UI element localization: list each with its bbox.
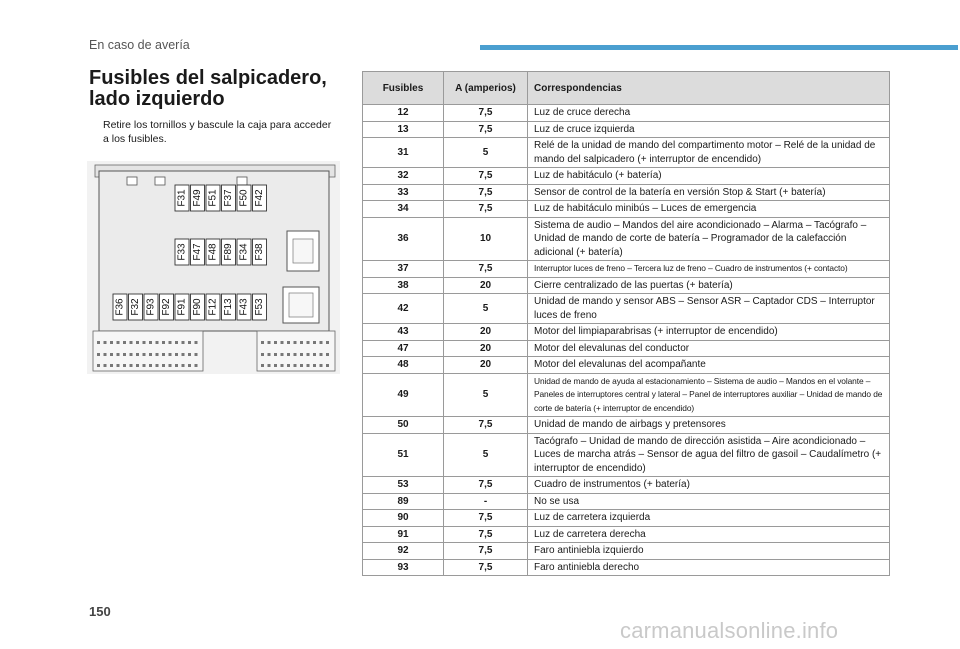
fuse-number: 33 bbox=[363, 184, 444, 201]
connector-pin bbox=[110, 341, 113, 344]
connector-pin bbox=[123, 341, 126, 344]
table-row bbox=[363, 357, 890, 374]
connector-pin bbox=[287, 364, 290, 367]
fuse-number: 12 bbox=[363, 105, 444, 122]
fuse-number: 36 bbox=[363, 217, 444, 261]
fuse-description: Sensor de control de la batería en versión Stop & Start (+ batería) bbox=[528, 184, 890, 201]
fuse-number: 42 bbox=[363, 294, 444, 324]
connector-pin bbox=[313, 353, 316, 356]
connector-pin bbox=[326, 353, 329, 356]
connector-pin bbox=[261, 341, 264, 344]
fuse-amperage: 20 bbox=[444, 357, 528, 374]
fuse-label: F50 bbox=[238, 189, 250, 207]
fuse-description: No se usa bbox=[528, 493, 890, 510]
fuse-description: Unidad de mando de ayuda al estacionamiento – Sistema de audio – Mandos en el volante – Paneles de interruptores central y lateral – Panel de interruptores auxiliar – Unidad de mando de corte de batería (+ interruptor de encendido) bbox=[528, 373, 890, 417]
connector-pin bbox=[169, 353, 172, 356]
fuse-description: Faro antiniebla derecho bbox=[528, 559, 890, 576]
fuse-number: 38 bbox=[363, 277, 444, 294]
fuse-description: Cuadro de instrumentos (+ batería) bbox=[528, 477, 890, 494]
connector-pin bbox=[149, 341, 152, 344]
connector-pin bbox=[294, 364, 297, 367]
fuse-description: Tacógrafo – Unidad de mando de dirección asistida – Aire acondicionado – Luces de marcha atrás – Sensor de agua del filtro de gasoil – Caudalímetro (+ interruptor de encendido) bbox=[528, 433, 890, 477]
fuse-number: 50 bbox=[363, 417, 444, 434]
fuse-description: Luz de carretera izquierda bbox=[528, 510, 890, 527]
table-row bbox=[363, 477, 890, 494]
fuse-description: Luz de cruce derecha bbox=[528, 105, 890, 122]
connector-pin bbox=[320, 341, 323, 344]
table-row bbox=[363, 294, 890, 324]
connector-pin bbox=[326, 341, 329, 344]
table-row bbox=[363, 324, 890, 341]
fuse-amperage: 7,5 bbox=[444, 105, 528, 122]
fusebox-diagram bbox=[87, 161, 340, 374]
table-row bbox=[363, 373, 890, 417]
page-number: 150 bbox=[89, 604, 111, 619]
connector-pin bbox=[188, 353, 191, 356]
fuse-amperage: 7,5 bbox=[444, 417, 528, 434]
connector-pin bbox=[188, 364, 191, 367]
connector-pin bbox=[97, 364, 100, 367]
connector-pin bbox=[281, 341, 284, 344]
fuse-label: F31 bbox=[176, 189, 188, 207]
connector-pin bbox=[320, 364, 323, 367]
connector-pin bbox=[294, 353, 297, 356]
connector-pin bbox=[136, 353, 139, 356]
connector-pin bbox=[104, 353, 107, 356]
header-accent-bar bbox=[480, 45, 958, 50]
connector-pin bbox=[320, 353, 323, 356]
fuse-amperage: 20 bbox=[444, 277, 528, 294]
connector-pin bbox=[136, 364, 139, 367]
fuse-amperage: 5 bbox=[444, 294, 528, 324]
header-fuses: Fusibles bbox=[363, 72, 444, 105]
fuse-description: Luz de carretera derecha bbox=[528, 526, 890, 543]
connector-pin bbox=[326, 364, 329, 367]
fuse-number: 13 bbox=[363, 121, 444, 138]
connector-pin bbox=[195, 364, 198, 367]
header-correspondences: Correspondencias bbox=[528, 72, 890, 105]
fuse-label: F90 bbox=[192, 298, 203, 316]
table-row bbox=[363, 184, 890, 201]
connector-pin bbox=[136, 341, 139, 344]
connector-pin bbox=[195, 353, 198, 356]
connector-pin bbox=[169, 341, 172, 344]
fuse-label: F53 bbox=[254, 298, 265, 316]
fuse-number: 51 bbox=[363, 433, 444, 477]
fuse-label: F49 bbox=[192, 189, 203, 207]
fuse-label: F38 bbox=[254, 243, 265, 261]
connector-pin bbox=[307, 353, 310, 356]
fuse-number: 49 bbox=[363, 373, 444, 417]
page-title: Fusibles del salpicadero, lado izquierdo bbox=[89, 67, 327, 110]
connector-pin bbox=[261, 364, 264, 367]
connector-pin bbox=[287, 341, 290, 344]
connector-pin bbox=[268, 353, 271, 356]
connector-pin bbox=[182, 353, 185, 356]
fuse-label: F33 bbox=[176, 243, 188, 261]
connector-pin bbox=[268, 364, 271, 367]
bullet-icon bbox=[89, 118, 103, 146]
connector-pin bbox=[281, 353, 284, 356]
connector-pin bbox=[104, 364, 107, 367]
connector-pin bbox=[162, 364, 165, 367]
connector-pin bbox=[307, 364, 310, 367]
fuse-number: 43 bbox=[363, 324, 444, 341]
connector-pin bbox=[287, 353, 290, 356]
fuse-number: 92 bbox=[363, 543, 444, 560]
table-row bbox=[363, 121, 890, 138]
connector-pin bbox=[175, 341, 178, 344]
table-row bbox=[363, 559, 890, 576]
table-row bbox=[363, 526, 890, 543]
fuse-label: F36 bbox=[114, 298, 126, 316]
fuse-label: F92 bbox=[161, 298, 172, 316]
fuse-amperage: 7,5 bbox=[444, 526, 528, 543]
connector-pin bbox=[175, 353, 178, 356]
connector-pin bbox=[261, 353, 264, 356]
connector-pin bbox=[274, 364, 277, 367]
fuse-amperage: 5 bbox=[444, 138, 528, 168]
connector-pin bbox=[130, 341, 133, 344]
fuse-amperage: 7,5 bbox=[444, 168, 528, 185]
connector-pin bbox=[281, 364, 284, 367]
header-amperes: A (amperios) bbox=[444, 72, 528, 105]
connector-pin bbox=[175, 364, 178, 367]
fuse-amperage: 5 bbox=[444, 373, 528, 417]
fuse-description: Luz de habitáculo (+ batería) bbox=[528, 168, 890, 185]
fuse-amperage: 7,5 bbox=[444, 201, 528, 218]
connector-pin bbox=[143, 341, 146, 344]
fuse-label: F32 bbox=[130, 298, 141, 316]
table-header-row bbox=[363, 72, 890, 105]
fuse-description: Motor del elevalunas del acompañante bbox=[528, 357, 890, 374]
fuse-amperage: 7,5 bbox=[444, 477, 528, 494]
connector-pin bbox=[182, 341, 185, 344]
connector-pin bbox=[169, 364, 172, 367]
connector-pin bbox=[156, 341, 159, 344]
fuse-number: 47 bbox=[363, 340, 444, 357]
connector-pin bbox=[300, 353, 303, 356]
fuse-label: F89 bbox=[223, 243, 234, 261]
table-row bbox=[363, 510, 890, 527]
fuse-description: Faro antiniebla izquierdo bbox=[528, 543, 890, 560]
connector-pin bbox=[123, 364, 126, 367]
fuse-table bbox=[362, 71, 890, 576]
fuse-description: Unidad de mando y sensor ABS – Sensor ASR – Captador CDS – Interruptor luces de freno bbox=[528, 294, 890, 324]
connector-pin bbox=[117, 341, 120, 344]
fuse-description: Relé de la unidad de mando del compartimento motor – Relé de la unidad de mando del salpicadero (+ interruptor de encendido) bbox=[528, 138, 890, 168]
fuse-description: Luz de cruce izquierda bbox=[528, 121, 890, 138]
connector-pin bbox=[313, 364, 316, 367]
fuse-amperage: 7,5 bbox=[444, 559, 528, 576]
connector-pin bbox=[188, 341, 191, 344]
connector-pin bbox=[110, 353, 113, 356]
connector-pin bbox=[294, 341, 297, 344]
fuse-amperage: 20 bbox=[444, 324, 528, 341]
fuse-number: 37 bbox=[363, 261, 444, 278]
fuse-label: F48 bbox=[207, 243, 219, 261]
fuse-amperage: 7,5 bbox=[444, 543, 528, 560]
fuse-description: Cierre centralizado de las puertas (+ batería) bbox=[528, 277, 890, 294]
table-row bbox=[363, 417, 890, 434]
connector-pin bbox=[313, 341, 316, 344]
fuse-amperage: 10 bbox=[444, 217, 528, 261]
connector-pin bbox=[143, 353, 146, 356]
fuse-label: F51 bbox=[207, 189, 219, 207]
fuse-number: 32 bbox=[363, 168, 444, 185]
connector-pin bbox=[123, 353, 126, 356]
fuse-number: 91 bbox=[363, 526, 444, 543]
fuse-amperage: 7,5 bbox=[444, 510, 528, 527]
fuse-number: 48 bbox=[363, 357, 444, 374]
fuse-label: F43 bbox=[238, 298, 250, 316]
table-row bbox=[363, 543, 890, 560]
table-row bbox=[363, 105, 890, 122]
connector-pin bbox=[117, 353, 120, 356]
fuse-amperage: 20 bbox=[444, 340, 528, 357]
connector-pin bbox=[300, 364, 303, 367]
connector-pin bbox=[300, 341, 303, 344]
fuse-number: 34 bbox=[363, 201, 444, 218]
fuse-number: 53 bbox=[363, 477, 444, 494]
fuse-description: Sistema de audio – Mandos del aire acondicionado – Alarma – Tacógrafo – Unidad de mando de corte de batería – Programador de la calefacción adicional (+ batería) bbox=[528, 217, 890, 261]
fuse-label: F34 bbox=[238, 243, 250, 261]
table-row bbox=[363, 138, 890, 168]
table-row bbox=[363, 217, 890, 261]
connector-pin bbox=[130, 353, 133, 356]
table-row bbox=[363, 340, 890, 357]
instruction-text: Retire los tornillos y bascule la caja para acceder a los fusibles. bbox=[103, 119, 332, 145]
table-row bbox=[363, 277, 890, 294]
fuse-description: Unidad de mando de airbags y pretensores bbox=[528, 417, 890, 434]
fuse-label: F13 bbox=[223, 298, 234, 316]
fuse-description: Motor del limpiaparabrisas (+ interruptor de encendido) bbox=[528, 324, 890, 341]
fuse-description: Luz de habitáculo minibús – Luces de emergencia bbox=[528, 201, 890, 218]
fuse-amperage: 7,5 bbox=[444, 121, 528, 138]
table-row bbox=[363, 201, 890, 218]
connector-pin bbox=[97, 353, 100, 356]
connector-pin bbox=[143, 364, 146, 367]
connector-pin bbox=[117, 364, 120, 367]
fuse-amperage: 7,5 bbox=[444, 261, 528, 278]
connector-pin bbox=[97, 341, 100, 344]
connector-pin bbox=[274, 341, 277, 344]
fuse-number: 90 bbox=[363, 510, 444, 527]
table-row bbox=[363, 433, 890, 477]
connector-pin bbox=[162, 353, 165, 356]
connector-pin bbox=[195, 341, 198, 344]
fuse-description: Motor del elevalunas del conductor bbox=[528, 340, 890, 357]
connector-pin bbox=[104, 341, 107, 344]
table-row bbox=[363, 168, 890, 185]
fuse-label: F91 bbox=[176, 298, 188, 316]
connector-pin bbox=[110, 364, 113, 367]
fuse-label: F47 bbox=[192, 243, 203, 261]
connector-pin bbox=[162, 341, 165, 344]
table-row bbox=[363, 493, 890, 510]
connector-pin bbox=[149, 364, 152, 367]
connector-pin bbox=[268, 341, 271, 344]
connector-pin bbox=[274, 353, 277, 356]
fuse-amperage: - bbox=[444, 493, 528, 510]
fuse-label: F12 bbox=[207, 298, 219, 316]
watermark: carmanualsonline.info bbox=[620, 618, 839, 643]
fuse-label: F93 bbox=[145, 298, 157, 316]
fuse-number: 31 bbox=[363, 138, 444, 168]
instruction bbox=[89, 118, 339, 146]
fuse-number: 89 bbox=[363, 493, 444, 510]
fuse-label: F37 bbox=[223, 189, 234, 207]
fuse-amperage: 7,5 bbox=[444, 184, 528, 201]
connector-pin bbox=[307, 341, 310, 344]
connector-pin bbox=[156, 364, 159, 367]
connector-pin bbox=[182, 364, 185, 367]
fuse-label: F42 bbox=[254, 189, 265, 207]
fuse-description: Interruptor luces de freno – Tercera luz de freno – Cuadro de instrumentos (+ contacto) bbox=[528, 261, 890, 278]
connector-pin bbox=[130, 364, 133, 367]
fuse-amperage: 5 bbox=[444, 433, 528, 477]
table-row bbox=[363, 261, 890, 278]
section-header: En caso de avería bbox=[89, 38, 190, 52]
connector-pin bbox=[149, 353, 152, 356]
connector-pin bbox=[156, 353, 159, 356]
fuse-number: 93 bbox=[363, 559, 444, 576]
